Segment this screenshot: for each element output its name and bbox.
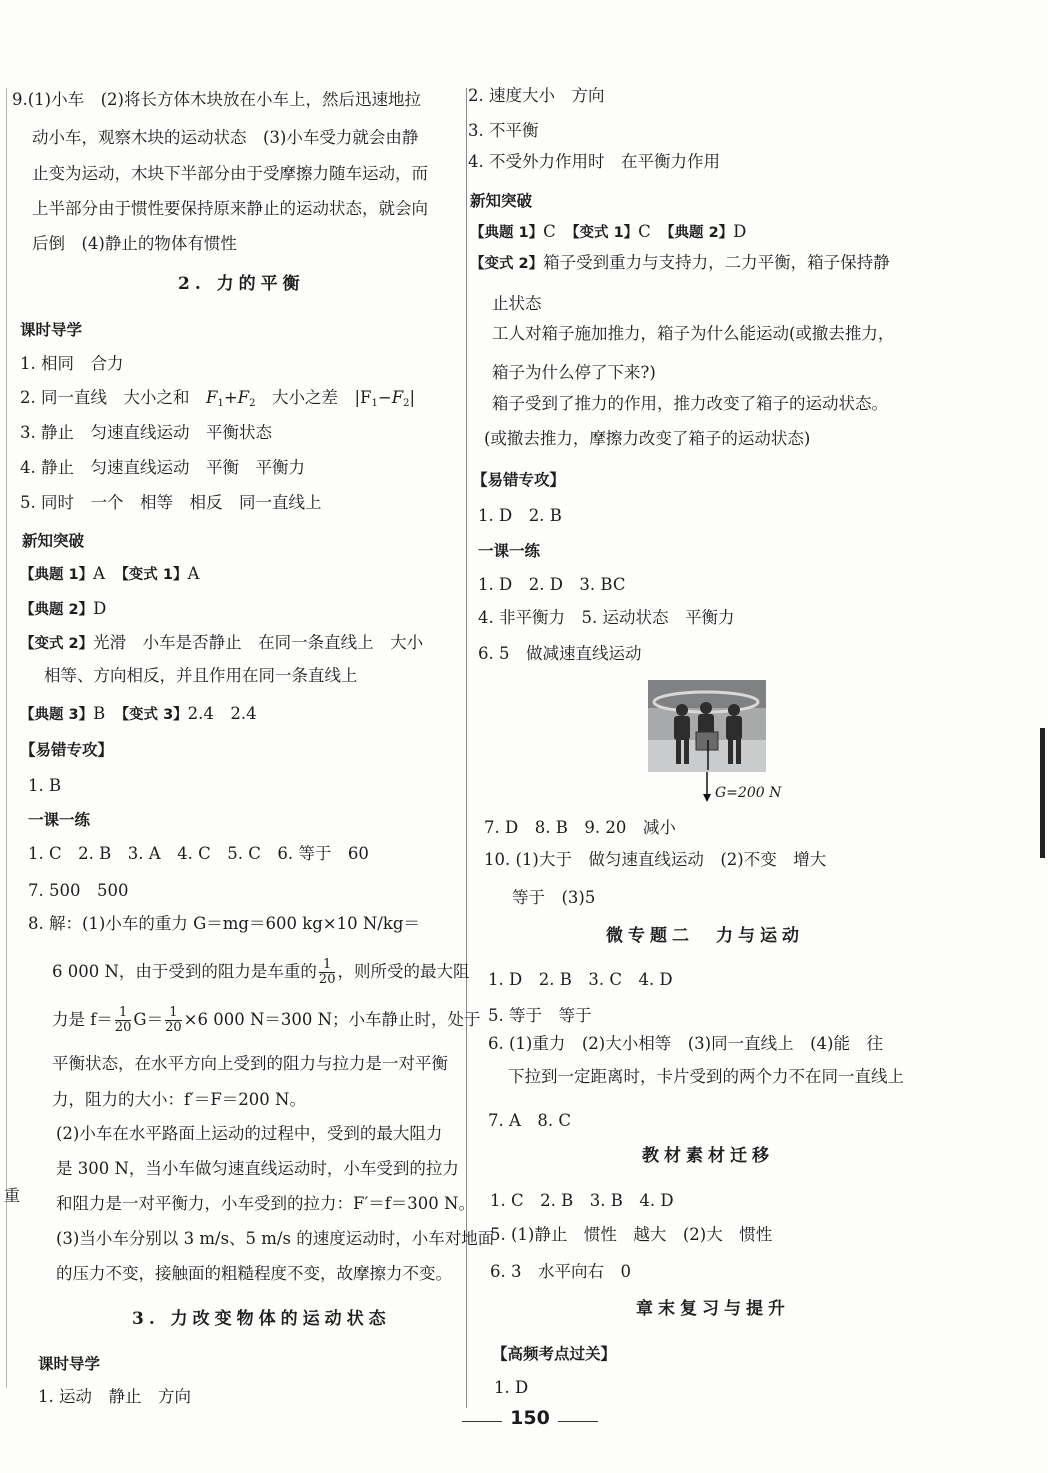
r-practice-1-3: 1. D 2. D 3. BC	[478, 575, 626, 594]
gravity-arrow	[700, 772, 714, 804]
solution-8-line-3: 力是 f＝ $\frac{1}{20}$ G＝ $\frac{1}{20}$ ×6 000 N＝300 N；小车静止时，处于	[52, 1005, 481, 1035]
workers-pushing-box-photo	[648, 680, 766, 772]
r-heading-error-focus: 【易错专攻】	[472, 471, 566, 489]
solution-8-line-9: (3)当小车分别以 3 m/s、5 m/s 的速度运动时，小车对地面	[56, 1229, 495, 1248]
solution-8-line-10: 的压力不变，接触面的粗糙程度不变，故摩擦力不变。	[56, 1264, 452, 1283]
footer-rule-left	[462, 1421, 502, 1422]
variant-2-line-2: 相等、方向相反，并且作用在同一条直线上	[44, 666, 358, 685]
micro-answers-7-8: 7. A 8. C	[488, 1111, 572, 1130]
q9-line-4: 上半部分由于惯性要保持原来静止的运动状态，就会向	[32, 199, 428, 218]
example-1-line: 【典题 1】A 【变式 1】A	[20, 564, 200, 583]
margin-character: 重	[4, 1186, 21, 1205]
solution-8-line-5: 力，阻力的大小：f′＝F＝200 N。	[52, 1090, 306, 1109]
r-variant-2-line-2: 止状态	[492, 294, 542, 313]
textbook-answer-6: 6. 3 水平向右 0	[490, 1262, 631, 1281]
solution-8-line-7: 是 300 N，当小车做匀速直线运动时，小车受到的拉力	[56, 1159, 459, 1178]
r-examples-line: 【典题 1】C 【变式 1】C 【典题 2】D	[470, 222, 747, 241]
r-item-2: 2. 速度大小 方向	[468, 86, 605, 105]
r-variant-2-line-4: 箱子为什么停了下来?)	[492, 363, 656, 382]
textbook-answers-1-4: 1. C 2. B 3. B 4. D	[490, 1191, 674, 1210]
micro-answers-1-4: 1. D 2. B 3. C 4. D	[488, 970, 673, 989]
example-2-line: 【典题 2】D	[20, 599, 107, 618]
section-title-chapter-review: 章末复习与提升	[636, 1299, 790, 1319]
fraction-one-twentieth: $\frac{1}{20}$	[318, 957, 336, 987]
micro-answer-5: 5. 等于 等于	[488, 1006, 592, 1025]
high-frequency-answer-1: 1. D	[494, 1378, 529, 1397]
r-heading-new-knowledge: 新知突破	[470, 192, 533, 210]
section-title-force-balance: 2. 力的平衡	[178, 274, 305, 294]
q9-line-1: 9.(1)小车 (2)将长方体木块放在小车上，然后迅速地拉	[12, 90, 421, 109]
variant-2-line-1: 【变式 2】光滑 小车是否静止 在同一条直线上 大小	[20, 633, 424, 652]
q9-line-3: 止变为运动，木块下半部分由于受摩擦力随车运动，而	[32, 164, 428, 183]
heading-high-frequency: 【高频考点过关】	[492, 1345, 617, 1363]
r-variant-2-line-6: (或撤去推力，摩擦力改变了箱子的运动状态)	[484, 429, 811, 448]
practice-answer-7: 7. 500 500	[28, 881, 129, 900]
footer-rule-right	[558, 1421, 598, 1422]
lesson3-item-1: 1. 运动 静止 方向	[38, 1387, 191, 1406]
heading-new-knowledge: 新知突破	[22, 532, 85, 550]
photo-illustration	[648, 680, 766, 772]
section-title-micro-topic-2: 微专题二 力与运动	[606, 926, 804, 946]
solution-8-line-4: 平衡状态，在水平方向上受到的阻力与拉力是一对平衡	[52, 1054, 448, 1073]
r-practice-10-line-1: 10. (1)大于 做匀速直线运动 (2)不变 增大	[484, 850, 827, 869]
r-variant-2-line-1: 【变式 2】箱子受到重力与支持力，二力平衡，箱子保持静	[470, 253, 890, 272]
gravity-label: G=200 N	[715, 785, 782, 801]
r-practice-10-line-2: 等于 (3)5	[512, 888, 596, 907]
section-title-textbook-material: 教材素材迁移	[642, 1146, 774, 1166]
solution-8-line-1: 8. 解：(1)小车的重力 G＝mg＝600 kg×10 N/kg＝	[28, 914, 420, 933]
r-practice-6: 6. 5 做减速直线运动	[478, 644, 642, 663]
heading-lesson-guide: 课时导学	[20, 321, 83, 339]
guide-item-1: 1. 相同 合力	[20, 354, 124, 373]
r-variant-2-line-5: 箱子受到了推力的作用，推力改变了箱子的运动状态。	[492, 394, 888, 413]
fraction-one-twentieth: $\frac{1}{20}$	[114, 1005, 132, 1035]
heading-lesson-guide-3: 课时导学	[38, 1355, 101, 1373]
guide-item-2: 2. 同一直线 大小之和 $F_1+F_2$ 大小之差 $|F_1-F_2|$	[20, 388, 416, 409]
error-focus-answers: 1. B	[28, 776, 62, 795]
r-variant-2-line-3: 工人对箱子施加推力，箱子为什么能运动(或撤去推力，	[492, 324, 895, 343]
practice-answers-1-6: 1. C 2. B 3. A 4. C 5. C 6. 等于 60	[28, 844, 369, 863]
r-item-4: 4. 不受外力作用时 在平衡力作用	[468, 152, 720, 171]
r-practice-7-9: 7. D 8. B 9. 20 减小	[484, 818, 676, 837]
edge-scan-mark	[1040, 728, 1045, 858]
r-heading-practice: 一课一练	[478, 542, 541, 560]
fraction-one-twentieth: $\frac{1}{20}$	[165, 1005, 182, 1035]
heading-error-focus: 【易错专攻】	[20, 741, 114, 759]
micro-answer-6-line-1: 6. (1)重力 (2)大小相等 (3)同一直线上 (4)能 往	[488, 1034, 883, 1053]
solution-8-line-8: 和阻力是一对平衡力，小车受到的拉力：F′＝f＝300 N。	[56, 1194, 475, 1213]
q9-line-2: 动小车，观察木块的运动状态 (3)小车受力就会由静	[32, 128, 419, 147]
r-practice-4-5: 4. 非平衡力 5. 运动状态 平衡力	[478, 608, 735, 627]
solution-8-line-6: (2)小车在水平路面上运动的过程中，受到的最大阻力	[56, 1124, 443, 1143]
heading-practice: 一课一练	[28, 811, 91, 829]
solution-8-line-2: 6 000 N，由于受到的阻力是车重的 $\frac{1}{20}$ ，则所受的最大阻	[52, 957, 470, 987]
guide-item-4: 4. 静止 匀速直线运动 平衡 平衡力	[20, 458, 305, 477]
guide-item-3: 3. 静止 匀速直线运动 平衡状态	[20, 423, 272, 442]
example-3-line: 【典题 3】B 【变式 3】2.4 2.4	[20, 704, 257, 723]
guide-item-5: 5. 同时 一个 相等 相反 同一直线上	[20, 493, 322, 512]
textbook-answer-5: 5. (1)静止 惯性 越大 (2)大 惯性	[490, 1225, 773, 1244]
page-number: 150	[510, 1407, 550, 1429]
micro-answer-6-line-2: 下拉到一定距离时，卡片受到的两个力不在同一直线上	[508, 1067, 904, 1086]
r-error-focus-answers: 1. D 2. B	[478, 506, 562, 525]
section-title-force-changes-motion: 3. 力改变物体的运动状态	[132, 1309, 391, 1329]
r-item-3: 3. 不平衡	[468, 121, 539, 140]
q9-line-5: 后倒 (4)静止的物体有惯性	[32, 234, 237, 253]
